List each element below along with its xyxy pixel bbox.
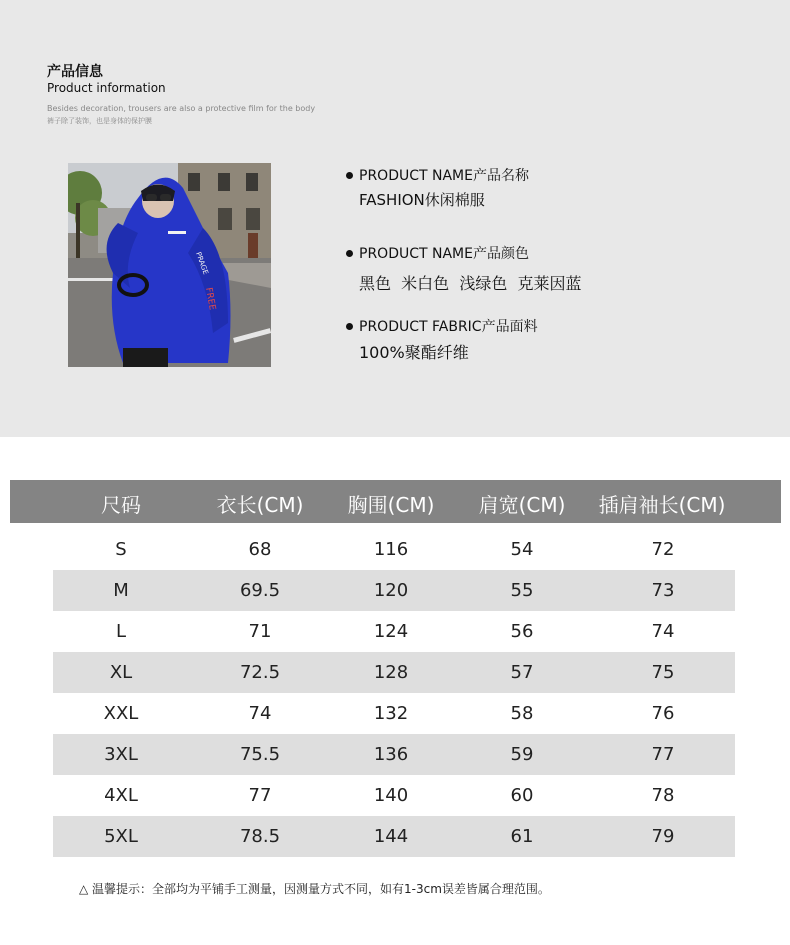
cell-shoulder: 61 [510, 826, 534, 847]
cell-shoulder: 58 [510, 703, 534, 724]
cell-sleeve: 75 [651, 662, 675, 683]
cell-sleeve: 74 [651, 621, 675, 642]
cell-chest: 140 [373, 785, 409, 806]
bullet-icon [346, 323, 353, 330]
table-row [53, 775, 735, 816]
table-row [53, 693, 735, 734]
cell-size: 4XL [104, 785, 138, 806]
table-row [53, 529, 735, 570]
cell-shoulder: 54 [510, 539, 534, 560]
cell-length: 78.5 [239, 826, 281, 847]
table-row [53, 816, 735, 857]
cell-chest: 136 [373, 744, 409, 765]
product-info-section [0, 0, 790, 437]
cell-chest: 128 [373, 662, 409, 683]
cell-shoulder: 59 [510, 744, 534, 765]
cell-chest: 116 [373, 539, 409, 560]
section-note-cn: 裤子除了装饰，也是身体的保护膜 [47, 117, 152, 125]
cell-size: 3XL [104, 744, 138, 765]
product-name-label: PRODUCT NAME产品名称 [359, 168, 529, 184]
cell-length: 74 [248, 703, 272, 724]
section-note-en: Besides decoration, trousers are also a protective film for the body [47, 104, 316, 113]
header-length: 衣长(CM) [216, 493, 304, 517]
product-name-value: FASHION休闲棉服 [359, 191, 485, 209]
cell-sleeve: 78 [651, 785, 675, 806]
header-sleeve: 插肩袖长(CM) [598, 493, 726, 517]
cell-size: L [115, 621, 127, 642]
product-fabric-label: PRODUCT FABRIC产品面料 [359, 319, 538, 335]
cell-chest: 124 [373, 621, 409, 642]
cell-sleeve: 72 [651, 539, 675, 560]
cell-size: XXL [103, 703, 139, 724]
cell-shoulder: 55 [510, 580, 534, 601]
cell-length: 69.5 [239, 580, 281, 601]
cell-chest: 120 [373, 580, 409, 601]
product-color-label: PRODUCT NAME产品颜色 [359, 246, 529, 262]
cell-length: 71 [248, 621, 272, 642]
product-name-block [346, 165, 529, 210]
product-fabric-block [346, 316, 538, 363]
table-row [53, 611, 735, 652]
cell-sleeve: 77 [651, 744, 675, 765]
section-subtitle: Product information [47, 81, 166, 95]
cell-size: S [115, 539, 127, 560]
header-shoulder: 肩宽(CM) [478, 493, 566, 517]
svg-text:PRAGE: PRAGE [194, 250, 210, 276]
product-color-value: 黑色 米白色 浅绿色 克莱因蓝 [359, 274, 582, 293]
cell-length: 68 [248, 539, 272, 560]
cell-shoulder: 60 [510, 785, 534, 806]
cell-chest: 144 [373, 826, 409, 847]
product-photo-illustration [68, 163, 271, 367]
size-table-header [10, 480, 781, 523]
table-row [53, 652, 735, 693]
svg-text:FREE: FREE [203, 286, 217, 311]
table-row [53, 734, 735, 775]
table-row [53, 570, 735, 611]
header-chest: 胸围(CM) [347, 493, 435, 517]
cell-sleeve: 79 [651, 826, 675, 847]
product-color-block [346, 243, 582, 294]
bullet-icon [346, 172, 353, 179]
cell-sleeve: 76 [651, 703, 675, 724]
cell-length: 77 [248, 785, 272, 806]
cell-size: 5XL [104, 826, 138, 847]
cell-length: 72.5 [239, 662, 281, 683]
cell-length: 75.5 [239, 744, 281, 765]
cell-size: M [113, 580, 129, 601]
bullet-icon [346, 250, 353, 257]
product-fabric-value: 100%聚酯纤维 [359, 343, 469, 362]
product-photo [68, 163, 271, 367]
cell-sleeve: 73 [651, 580, 675, 601]
measurement-note: △ 温馨提示：全部均为平铺手工测量，因测量方式不同，如有1-3cm误差皆属合理范围。 [79, 882, 550, 896]
cell-size: XL [109, 662, 133, 683]
section-title: 产品信息 [47, 64, 103, 80]
header-size: 尺码 [101, 493, 141, 517]
cell-shoulder: 57 [510, 662, 534, 683]
cell-shoulder: 56 [510, 621, 534, 642]
cell-chest: 132 [373, 703, 409, 724]
